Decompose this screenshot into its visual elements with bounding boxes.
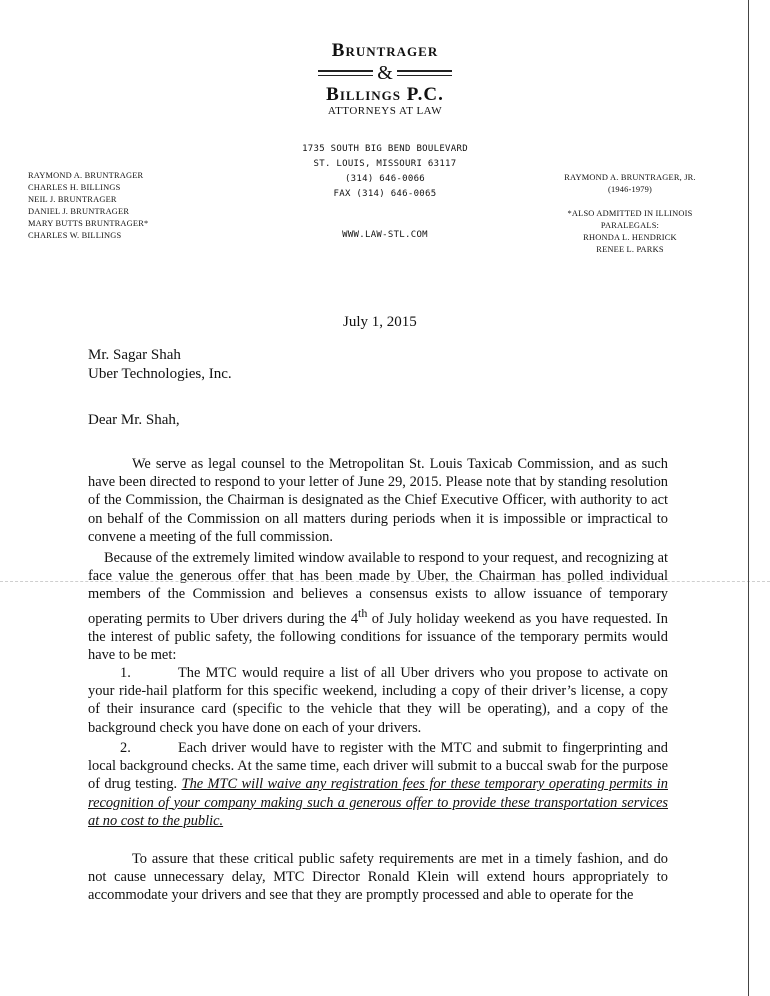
partner-name: DANIEL J. BRUNTRAGER: [28, 207, 130, 216]
fee-waiver-emphasis: The MTC will waive any registration fees for these temporary operating permits in recognition of your company making such a generous offer to provide these transportation services at no cost to the public.: [88, 776, 668, 829]
founder-column: [540, 172, 720, 256]
street-address: 1735 SOUTH BIG BEND BOULEVARD: [302, 144, 468, 154]
paralegal-name: RENEE L. PARKS: [596, 245, 664, 254]
firm-contact: [270, 142, 500, 243]
firm-letterhead: [290, 40, 480, 117]
decorative-rule: [397, 70, 452, 76]
paragraph-closing: To assure that these critical public safety requirements are met in a timely fashion, and do not cause unnecessary delay, MTC Director Ronald Klein will extend hours appropriately to accommodate your drivers and see that they are promptly processed and able to operate for the: [88, 851, 668, 904]
paralegals-label: PARALEGALS:: [600, 221, 660, 230]
ampersand: &: [377, 62, 393, 84]
partner-name: CHARLES W. BILLINGS: [28, 231, 122, 240]
salutation: Dear Mr. Shah,: [88, 412, 180, 428]
permits-text-cont: of July holiday weekend as you have requested. In the interest of public safety, the following conditions for issuance of the temporary permits would have to be met:: [88, 610, 669, 663]
recipient-company: Uber Technologies, Inc.: [88, 366, 232, 382]
paralegal-name: RHONDA L. HENDRICK: [583, 233, 677, 242]
recipient-name: Mr. Sagar Shah: [88, 347, 181, 363]
partner-name: RAYMOND A. BRUNTRAGER: [28, 171, 144, 180]
firm-name-line2: Billings P.C.: [326, 84, 444, 105]
condition-2: [88, 739, 668, 830]
page-edge-line: [748, 0, 749, 996]
firm-subtitle: ATTORNEYS AT LAW: [327, 105, 443, 117]
partner-name: CHARLES H. BILLINGS: [28, 183, 121, 192]
founder-years: (1946-1979): [607, 185, 653, 194]
firm-name-line1: Bruntrager: [331, 40, 439, 61]
condition-text: Each driver would have to register with the MTC and submit to fingerprinting and local background checks. At the same time, each driver will submit to a buccal swab for the purpose of drug testing.: [88, 740, 668, 793]
website: WWW.LAW-STL.COM: [342, 230, 428, 240]
city-state: ST. LOUIS, MISSOURI 63117: [313, 159, 457, 169]
admission-note: *ALSO ADMITTED IN ILLINOIS: [567, 209, 693, 218]
condition-1: [88, 664, 668, 737]
ampersand-row: [290, 62, 480, 84]
paragraph-intro: We serve as legal counsel to the Metropolitan St. Louis Taxicab Commission, and as such have been directed to respond to your letter of June 29, 2015. Please note that by standing resolution of the Commission, the Chairman is designated as the Chief Executive Officer, with authority to act on behalf of the Commission on all matters during periods when it is impossible or impractical to convene a meeting of the full commission.: [88, 456, 668, 545]
partners-list: [28, 170, 148, 242]
scan-artifact-line: [0, 581, 770, 582]
addressee-block: [88, 346, 232, 384]
condition-number: 2.: [120, 740, 131, 756]
condition-text: The MTC would require a list of all Uber drivers who you propose to activate on your ride-hail platform for this specific weekend, including a copy of their driver’s license, a copy of their insurance card (specific to the vehicle that they will be operating), and a copy of the background check you have done on each of your drivers.: [88, 665, 668, 736]
condition-number: 1.: [120, 665, 131, 681]
decorative-rule: [318, 70, 373, 76]
partner-name: MARY BUTTS BRUNTRAGER*: [28, 219, 149, 228]
fax-number: FAX (314) 646-0065: [333, 189, 437, 199]
ordinal-suffix: th: [358, 605, 368, 620]
permits-text: Because of the extremely limited window available to respond to your request, and recognizing at face value the generous offer that has been made by Uber, the Chairman has polled individual members of the Commission and believes a consensus exists to allow issuance of temporary operating permits to Uber drivers during the 4: [88, 550, 668, 627]
letter-date: July 1, 2015: [343, 314, 417, 330]
partner-name: NEIL J. BRUNTRAGER: [28, 195, 117, 204]
founder-name: RAYMOND A. BRUNTRAGER, JR.: [564, 173, 696, 182]
phone-number: (314) 646-0066: [344, 174, 426, 184]
paragraph-permits: [88, 549, 668, 664]
